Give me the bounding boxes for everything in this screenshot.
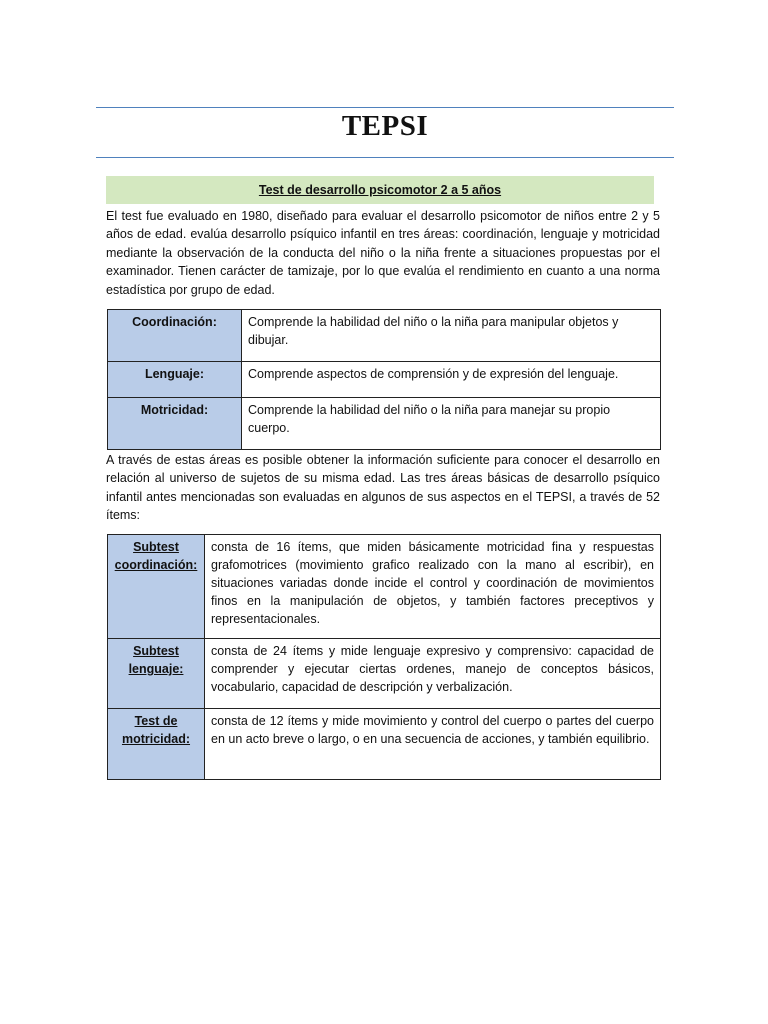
subtest-label: Subtest lenguaje: bbox=[108, 639, 205, 709]
area-description: Comprende aspectos de comprensión y de expresión del lenguaje. bbox=[242, 362, 661, 398]
intro-paragraph: El test fue evaluado en 1980, diseñado para evaluar el desarrollo psicomotor de niños entre 2 y 5 años de edad. evalúa desarrollo psíquico infantil en tres áreas: coordinación, lenguaje y motricidad mediante la observación de la conducta del niño o la niña frente a situaciones propuestas por el examinador. Tienen carácter de tamizaje, por lo que evalúa el rendimiento en cuanto a una norma estadística por grupo de edad. bbox=[106, 209, 660, 297]
area-label: Coordinación: bbox=[108, 310, 242, 362]
middle-paragraph: A través de estas áreas es posible obtener la información suficiente para conocer el desarrollo en relación al universo de sujetos de su misma edad. Las tres áreas básicas de desarrollo psíquico infantil antes mencionadas son evaluadas en algunos de sus aspectos en el TEPSI, a través de 52 ítems: bbox=[106, 453, 660, 523]
table-row bbox=[108, 310, 661, 362]
subtest-label: Test de motricidad: bbox=[108, 709, 205, 780]
title-top-rule bbox=[96, 107, 674, 108]
table-row bbox=[108, 398, 661, 450]
subtest-label: Subtest coordinación: bbox=[108, 535, 205, 639]
table-row bbox=[108, 535, 661, 639]
subtests-table bbox=[107, 534, 661, 780]
area-description: Comprende la habilidad del niño o la niña para manipular objetos y dibujar. bbox=[242, 310, 661, 362]
area-label: Lenguaje: bbox=[108, 362, 242, 398]
subtest-description: consta de 24 ítems y mide lenguaje expresivo y comprensivo: capacidad de comprender y ejecutar ciertas ordenes, manejo de conceptos básicos, vocabulario, capacidad de descripción y verbalización. bbox=[205, 639, 661, 709]
table-row bbox=[108, 362, 661, 398]
page-title: TEPSI bbox=[341, 110, 429, 142]
subtest-description: consta de 16 ítems, que miden básicamente motricidad fina y respuestas grafomotrices (movimiento grafico realizado con la mano al escribir), en situaciones variadas donde incide el control y coordinación de movimientos finos en la manipulación de objetos, y también factores preceptivos y representacionales. bbox=[205, 535, 661, 639]
table-row bbox=[108, 639, 661, 709]
area-label: Motricidad: bbox=[108, 398, 242, 450]
section-banner bbox=[106, 176, 654, 204]
section-banner-text: Test de desarrollo psicomotor 2 a 5 años bbox=[258, 183, 502, 197]
subtest-description: consta de 12 ítems y mide movimiento y control del cuerpo o partes del cuerpo en un acto breve o largo, o en una secuencia de acciones, y también equilibrio. bbox=[205, 709, 661, 780]
title-bottom-rule bbox=[96, 157, 674, 158]
areas-table bbox=[107, 309, 661, 450]
table-row bbox=[108, 709, 661, 780]
area-description: Comprende la habilidad del niño o la niña para manejar su propio cuerpo. bbox=[242, 398, 661, 450]
